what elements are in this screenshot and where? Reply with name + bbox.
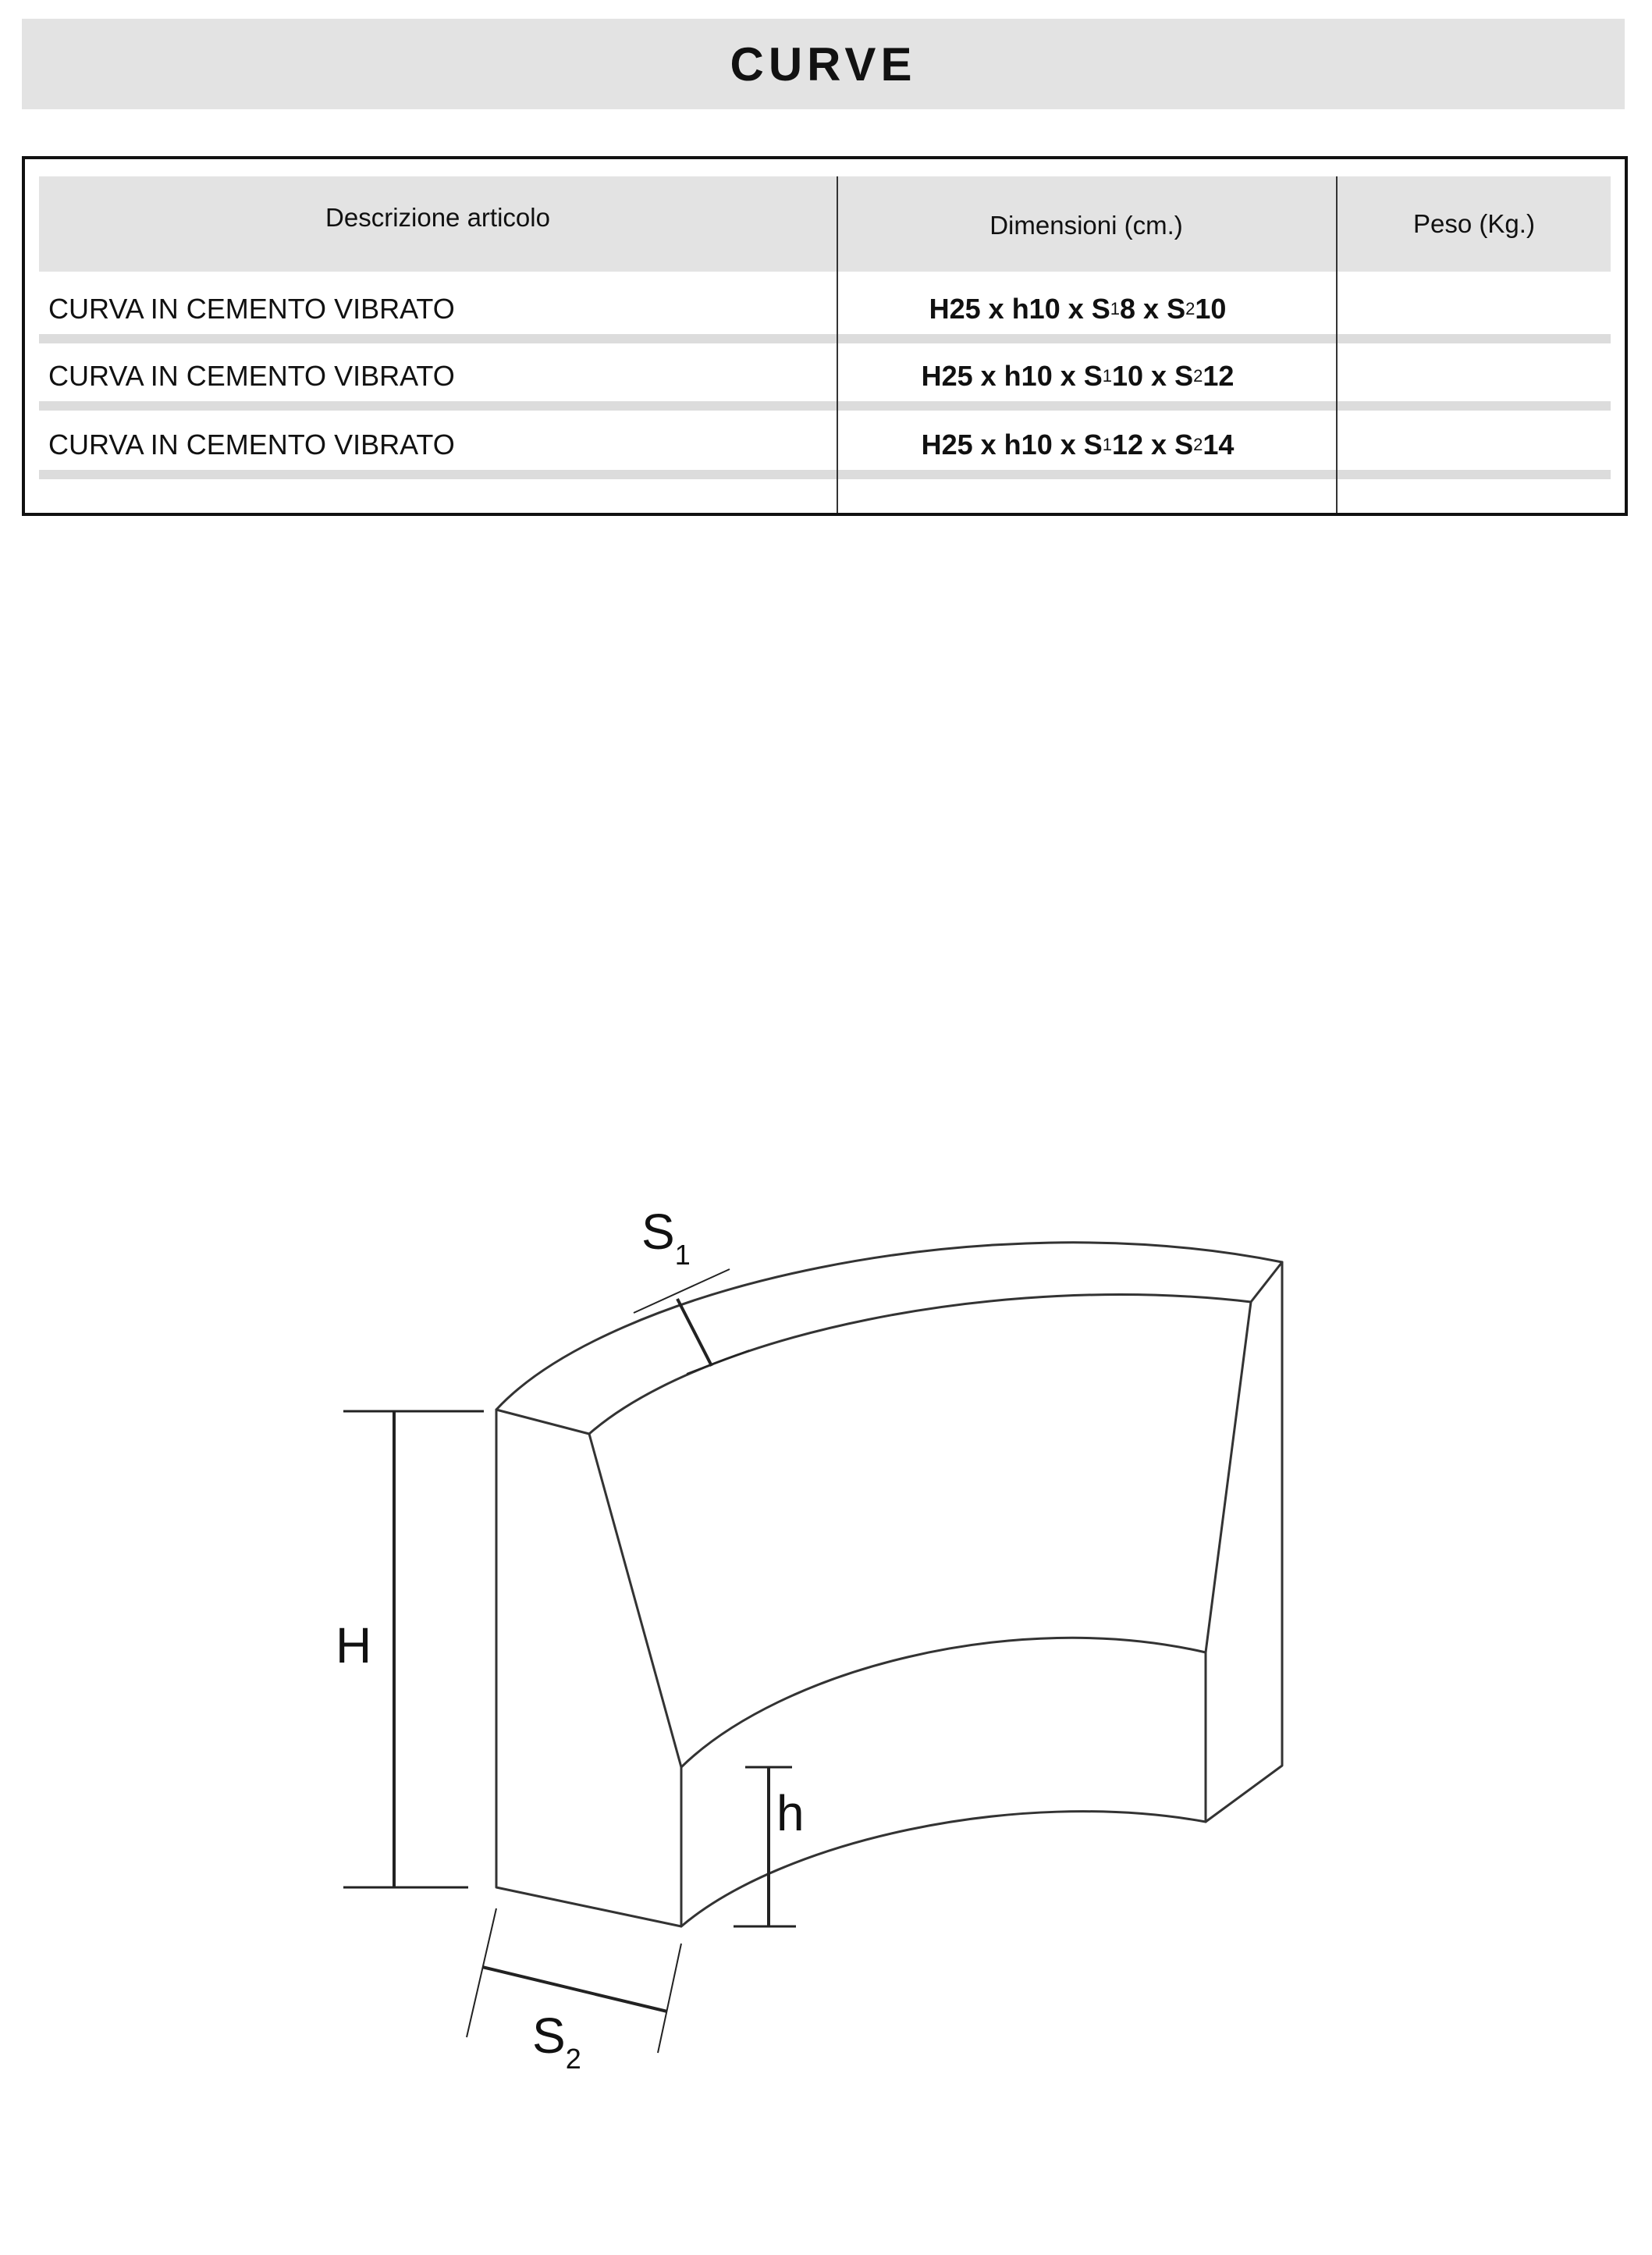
s1-extension-line [687, 1350, 749, 1374]
product-table [22, 156, 1628, 516]
table-row [39, 420, 1611, 479]
header-dimensions: Dimensioni (cm.) [989, 211, 1183, 240]
right-outer-edge [1206, 1262, 1282, 1822]
label-s2: $S_2$ [532, 2008, 581, 2075]
row-description: CURVA IN CEMENTO VIBRATO [48, 293, 455, 325]
s2-dimension-line [482, 1967, 667, 2011]
top-inner-edge [589, 1295, 1251, 1434]
label-H: H [336, 1617, 372, 1673]
row-divider [39, 401, 1611, 411]
column-divider [1336, 176, 1338, 513]
row-dimensions: H25 x h10 x S 1 8 x S 2 10 [929, 293, 1227, 325]
table-inner [39, 176, 1611, 513]
row-weight [1336, 351, 1597, 401]
left-top-edge [496, 1410, 589, 1434]
row-divider [39, 470, 1611, 479]
row-divider [39, 334, 1611, 343]
row-weight [1336, 420, 1597, 470]
bottom-inner-edge [681, 1812, 1206, 1926]
right-top-edge [1251, 1262, 1282, 1302]
label-h: h [776, 1785, 805, 1841]
s2-extension-line [658, 1944, 681, 2053]
inner-step-edge [681, 1638, 1206, 1767]
row-description: CURVA IN CEMENTO VIBRATO [48, 360, 455, 392]
header-weight: Peso (Kg.) [1413, 209, 1535, 238]
s2-extension-line [467, 1908, 496, 2037]
s1-extension-line [634, 1269, 730, 1313]
s1-dimension-line [677, 1299, 712, 1366]
page-title: CURVE [730, 37, 917, 91]
left-end-face [496, 1410, 681, 1926]
right-inner-edge [1206, 1302, 1251, 1822]
row-dimensions: H25 x h10 x S 1 12 x S 2 14 [921, 429, 1235, 461]
row-weight [1336, 284, 1597, 334]
top-outer-edge [496, 1243, 1282, 1410]
row-description: CURVA IN CEMENTO VIBRATO [48, 429, 455, 461]
table-row [39, 351, 1611, 411]
column-divider [837, 176, 838, 513]
label-s1: $S_1$ [641, 1204, 691, 1271]
header-description: Descrizione articolo [325, 203, 550, 232]
row-dimensions: H25 x h10 x S 1 10 x S 2 12 [921, 360, 1235, 392]
title-bar [22, 19, 1625, 109]
table-row [39, 284, 1611, 343]
